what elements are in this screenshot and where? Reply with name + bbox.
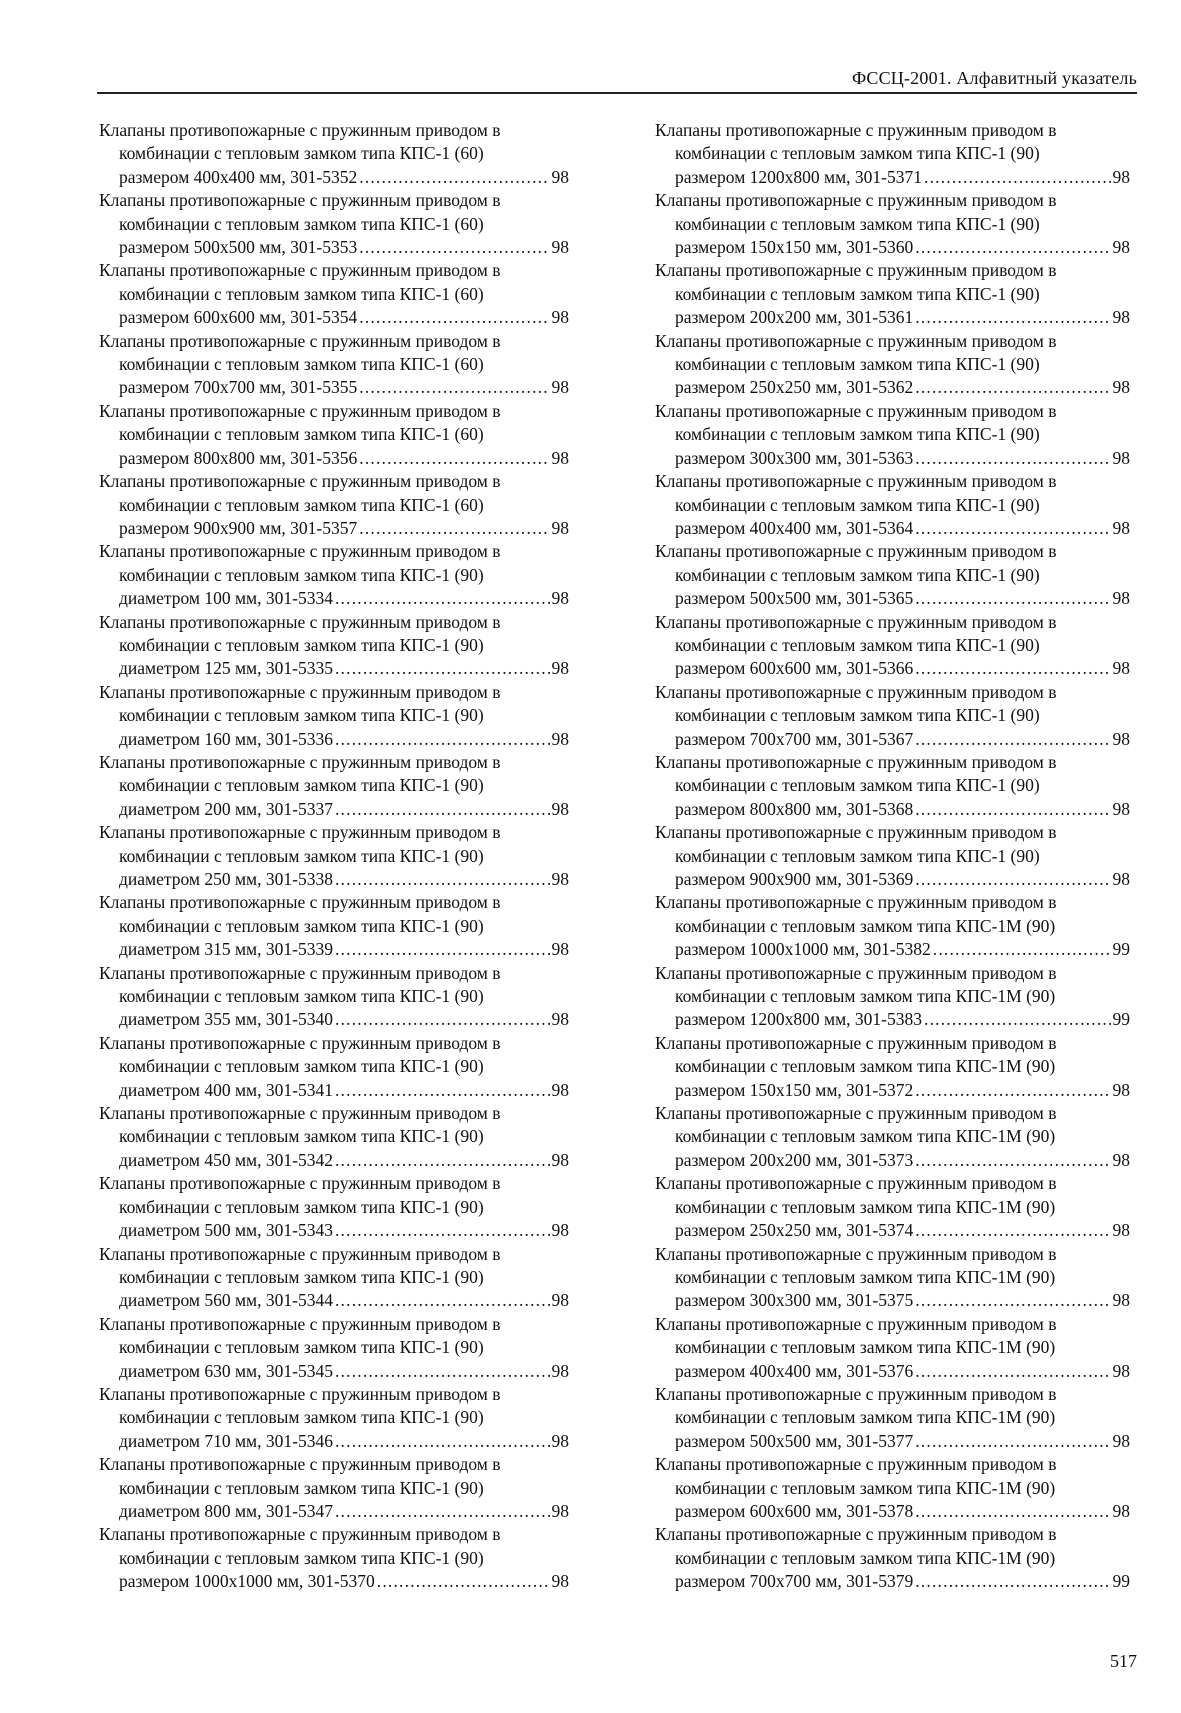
index-entry — [99, 1243, 569, 1313]
entry-size-code: диаметром 125 мм, 301-5335 — [119, 658, 333, 679]
entry-line-1: Клапаны противопожарные с пружинным приводом в — [655, 1173, 1057, 1194]
entry-line-3 — [655, 1219, 1130, 1242]
entry-line-2: комбинации с тепловым замком типа КПС-1 (90) — [119, 986, 484, 1007]
entry-size-code: диаметром 500 мм, 301-5343 — [119, 1220, 333, 1241]
entry-line-2: комбинации с тепловым замком типа КПС-1 (90) — [675, 564, 1040, 585]
dot-leader — [924, 1008, 1111, 1031]
entry-line-2: комбинации с тепловым замком типа КПС-1М (90) — [675, 1196, 1056, 1217]
entry-line-3 — [99, 728, 569, 751]
dot-leader — [915, 587, 1110, 610]
entry-line-2: комбинации с тепловым замком типа КПС-1М (90) — [675, 1056, 1056, 1077]
entry-line-1: Клапаны противопожарные с пружинным приводом в — [99, 120, 501, 140]
entry-line-3 — [655, 657, 1130, 680]
index-entry — [655, 821, 1130, 891]
entry-line-2: комбинации с тепловым замком типа КПС-1 (60) — [119, 213, 484, 234]
index-entry — [655, 119, 1130, 189]
entry-page-ref: 98 — [551, 1430, 569, 1451]
index-entry — [99, 681, 569, 751]
index-entry — [99, 891, 569, 961]
dot-leader — [335, 868, 550, 891]
entry-page-ref: 98 — [551, 588, 569, 609]
entry-size-code: размером 800х800 мм, 301-5368 — [675, 798, 914, 819]
entry-size-code: размером 1200х800 мм, 301-5371 — [675, 166, 922, 187]
entry-page-ref: 98 — [551, 377, 569, 398]
entry-line-3 — [655, 587, 1130, 610]
entry-page-ref: 98 — [551, 869, 569, 889]
dot-leader — [915, 1079, 1110, 1102]
entry-line-3 — [99, 1008, 569, 1031]
entry-size-code: диаметром 710 мм, 301-5346 — [119, 1430, 333, 1451]
entry-page-ref: 98 — [551, 939, 569, 960]
dot-leader — [915, 728, 1110, 751]
entry-page-ref: 99 — [1112, 1571, 1130, 1592]
entry-line-2: комбинации с тепловым замком типа КПС-1 (60) — [119, 283, 484, 304]
entry-line-3 — [99, 166, 569, 189]
index-entry — [655, 540, 1130, 610]
index-entry — [99, 1102, 569, 1172]
entry-line-1: Клапаны противопожарные с пружинным приводом в — [99, 1243, 501, 1264]
index-entry — [655, 1313, 1130, 1383]
entry-line-2: комбинации с тепловым замком типа КПС-1 (60) — [119, 143, 484, 164]
entry-line-3 — [99, 376, 569, 399]
dot-leader — [335, 798, 550, 821]
entry-size-code: размером 700х700 мм, 301-5355 — [119, 377, 358, 398]
entry-line-3 — [655, 1570, 1130, 1593]
entry-page-ref: 98 — [551, 237, 569, 258]
entry-page-ref: 99 — [1112, 1009, 1130, 1030]
entry-page-ref: 98 — [551, 1220, 569, 1241]
entry-line-2: комбинации с тепловым замком типа КПС-1 (90) — [675, 494, 1040, 515]
entry-line-3 — [655, 868, 1130, 891]
entry-line-1: Клапаны противопожарные с пружинным приводом в — [99, 1383, 501, 1404]
entry-size-code: размером 200х200 мм, 301-5373 — [675, 1149, 914, 1170]
entry-line-1: Клапаны противопожарные с пружинным приводом в — [655, 1454, 1057, 1475]
entry-line-3 — [655, 1500, 1130, 1523]
index-entry — [655, 1172, 1130, 1242]
index-entry — [99, 821, 569, 891]
entry-size-code: размером 500х500 мм, 301-5365 — [675, 588, 914, 609]
dot-leader — [915, 376, 1110, 399]
entry-size-code: диаметром 250 мм, 301-5338 — [119, 869, 333, 889]
entry-line-2: комбинации с тепловым замком типа КПС-1 (90) — [119, 705, 484, 726]
index-entry — [99, 1032, 569, 1102]
entry-line-3 — [655, 1430, 1130, 1453]
index-entry — [655, 1383, 1130, 1453]
entry-size-code: размером 150х150 мм, 301-5360 — [675, 237, 914, 258]
entry-page-ref: 98 — [1112, 588, 1130, 609]
entry-size-code: размером 150х150 мм, 301-5372 — [675, 1079, 914, 1100]
entry-page-ref: 98 — [551, 1079, 569, 1100]
index-entry — [99, 540, 569, 610]
entry-page-ref: 98 — [1112, 1220, 1130, 1241]
entry-line-1: Клапаны противопожарные с пружинным приводом в — [655, 822, 1057, 843]
entry-line-3 — [99, 1500, 569, 1523]
dot-leader — [915, 1570, 1110, 1593]
entry-page-ref: 98 — [551, 1149, 569, 1170]
entry-size-code: диаметром 630 мм, 301-5345 — [119, 1360, 333, 1381]
dot-leader — [335, 1289, 550, 1312]
entry-line-2: комбинации с тепловым замком типа КПС-1М (90) — [675, 1126, 1056, 1147]
entry-line-2: комбинации с тепловым замком типа КПС-1 (90) — [675, 775, 1040, 796]
entry-page-ref: 98 — [1112, 658, 1130, 679]
entry-size-code: размером 600х600 мм, 301-5378 — [675, 1500, 914, 1521]
entry-line-3 — [655, 236, 1130, 259]
entry-line-3 — [655, 1008, 1130, 1031]
dot-leader — [933, 938, 1111, 961]
entry-line-1: Клапаны противопожарные с пружинным приводом в — [655, 892, 1057, 913]
entry-page-ref: 98 — [1112, 1430, 1130, 1451]
entry-page-ref: 98 — [1112, 1079, 1130, 1100]
entry-size-code: диаметром 100 мм, 301-5334 — [119, 588, 333, 609]
entry-line-2: комбинации с тепловым замком типа КПС-1 (90) — [675, 213, 1040, 234]
entry-page-ref: 98 — [551, 1500, 569, 1521]
entry-line-1: Клапаны противопожарные с пружинным приводом в — [99, 1103, 501, 1124]
entry-line-3 — [655, 306, 1130, 329]
entry-page-ref: 98 — [1112, 307, 1130, 328]
entry-page-ref: 98 — [551, 307, 569, 328]
entry-line-3 — [655, 1149, 1130, 1172]
dot-leader — [915, 1360, 1110, 1383]
index-entry — [655, 189, 1130, 259]
entry-line-1: Клапаны противопожарные с пружинным приводом в — [99, 330, 501, 351]
index-entry — [655, 681, 1130, 751]
index-entry — [99, 1313, 569, 1383]
entry-line-2: комбинации с тепловым замком типа КПС-1М (90) — [675, 1547, 1056, 1568]
entry-line-3 — [655, 728, 1130, 751]
entry-line-3 — [99, 236, 569, 259]
entry-size-code: диаметром 450 мм, 301-5342 — [119, 1149, 333, 1170]
entry-page-ref: 98 — [1112, 1290, 1130, 1311]
entry-page-ref: 98 — [551, 1290, 569, 1311]
entry-line-3 — [99, 1289, 569, 1312]
entry-line-3 — [655, 938, 1130, 961]
entry-line-1: Клапаны противопожарные с пружинным приводом в — [655, 1032, 1057, 1053]
entry-line-2: комбинации с тепловым замком типа КПС-1 (90) — [675, 634, 1040, 655]
entry-line-1: Клапаны противопожарные с пружинным приводом в — [99, 400, 501, 421]
index-entry — [99, 259, 569, 329]
index-entry — [655, 470, 1130, 540]
entry-line-1: Клапаны противопожарные с пружинным приводом в — [99, 1524, 501, 1545]
entry-line-1: Клапаны противопожарные с пружинным приводом в — [655, 681, 1057, 702]
entry-page-ref: 98 — [551, 658, 569, 679]
entry-line-1: Клапаны противопожарные с пружинным приводом в — [655, 330, 1057, 351]
dot-leader — [335, 938, 550, 961]
dot-leader — [915, 657, 1110, 680]
index-entry — [655, 751, 1130, 821]
dot-leader — [335, 1500, 550, 1523]
entry-line-2: комбинации с тепловым замком типа КПС-1 (90) — [119, 1266, 484, 1287]
entry-line-3 — [655, 798, 1130, 821]
entry-page-ref: 98 — [1112, 869, 1130, 889]
entry-page-ref: 98 — [1112, 728, 1130, 749]
entry-page-ref: 98 — [1112, 1149, 1130, 1170]
dot-leader — [335, 1149, 550, 1172]
index-column-left — [99, 119, 569, 1594]
entry-line-3 — [99, 306, 569, 329]
entry-line-1: Клапаны противопожарные с пружинным приводом в — [655, 962, 1057, 983]
entry-page-ref: 99 — [1112, 939, 1130, 960]
entry-line-2: комбинации с тепловым замком типа КПС-1 (90) — [675, 283, 1040, 304]
dot-leader — [915, 236, 1110, 259]
dot-leader — [335, 1079, 550, 1102]
entry-line-1: Клапаны противопожарные с пружинным приводом в — [655, 1243, 1057, 1264]
entry-line-2: комбинации с тепловым замком типа КПС-1 (90) — [675, 143, 1040, 164]
entry-line-3 — [99, 517, 569, 540]
entry-line-2: комбинации с тепловым замком типа КПС-1 (90) — [119, 1477, 484, 1498]
index-entry — [99, 611, 569, 681]
dot-leader — [335, 1360, 550, 1383]
entry-line-2: комбинации с тепловым замком типа КПС-1 (90) — [119, 1126, 484, 1147]
entry-line-1: Клапаны противопожарные с пружинным приводом в — [99, 1313, 501, 1334]
index-entry — [655, 611, 1130, 681]
entry-line-1: Клапаны противопожарные с пружинным приводом в — [99, 611, 501, 632]
entry-line-2: комбинации с тепловым замком типа КПС-1 (90) — [675, 354, 1040, 375]
entry-size-code: размером 500х500 мм, 301-5377 — [675, 1430, 914, 1451]
entry-line-1: Клапаны противопожарные с пружинным приводом в — [655, 400, 1057, 421]
entry-page-ref: 98 — [1112, 798, 1130, 819]
entry-page-ref: 98 — [1112, 377, 1130, 398]
entry-size-code: размером 400х400 мм, 301-5352 — [119, 166, 358, 187]
entry-line-2: комбинации с тепловым замком типа КПС-1 (90) — [119, 634, 484, 655]
index-entry — [99, 400, 569, 470]
dot-leader — [915, 1289, 1110, 1312]
entry-line-1: Клапаны противопожарные с пружинным приводом в — [655, 1103, 1057, 1124]
entry-size-code: размером 250х250 мм, 301-5374 — [675, 1220, 914, 1241]
entry-line-1: Клапаны противопожарные с пружинным приводом в — [99, 892, 501, 913]
entry-line-2: комбинации с тепловым замком типа КПС-1 (90) — [675, 705, 1040, 726]
dot-leader — [915, 517, 1110, 540]
index-entry — [99, 1523, 569, 1593]
entry-line-2: комбинации с тепловым замком типа КПС-1 (90) — [119, 1547, 484, 1568]
entry-line-3 — [99, 938, 569, 961]
entry-line-1: Клапаны противопожарные с пружинным приводом в — [655, 1313, 1057, 1334]
entry-line-1: Клапаны противопожарные с пружинным приводом в — [99, 822, 501, 843]
index-entry — [655, 1453, 1130, 1523]
dot-leader — [335, 1430, 550, 1453]
index-entry — [99, 1172, 569, 1242]
entry-line-3 — [655, 447, 1130, 470]
entry-size-code: размером 800х800 мм, 301-5356 — [119, 447, 358, 468]
entry-size-code: диаметром 355 мм, 301-5340 — [119, 1009, 333, 1030]
entry-size-code: размером 1000х1000 мм, 301-5370 — [119, 1571, 375, 1592]
entry-size-code: размером 1000х1000 мм, 301-5382 — [675, 939, 931, 960]
entry-page-ref: 98 — [1112, 237, 1130, 258]
entry-line-1: Клапаны противопожарные с пружинным приводом в — [655, 190, 1057, 211]
entry-line-2: комбинации с тепловым замком типа КПС-1 (90) — [119, 1407, 484, 1428]
dot-leader — [924, 166, 1111, 189]
entry-line-3 — [99, 1149, 569, 1172]
dot-leader — [359, 166, 549, 189]
dot-leader — [335, 728, 550, 751]
index-column-right — [655, 119, 1130, 1594]
entry-line-2: комбинации с тепловым замком типа КПС-1 (90) — [675, 845, 1040, 866]
dot-leader — [915, 1219, 1110, 1242]
entry-line-2: комбинации с тепловым замком типа КПС-1М (90) — [675, 1337, 1056, 1358]
index-entry — [99, 1453, 569, 1523]
dot-leader — [359, 517, 549, 540]
entry-size-code: диаметром 315 мм, 301-5339 — [119, 939, 333, 960]
entry-line-1: Клапаны противопожарные с пружинным приводом в — [655, 120, 1057, 140]
entry-line-3 — [99, 1079, 569, 1102]
entry-line-2: комбинации с тепловым замком типа КПС-1 (90) — [119, 564, 484, 585]
entry-size-code: диаметром 160 мм, 301-5336 — [119, 728, 333, 749]
entry-size-code: размером 300х300 мм, 301-5363 — [675, 447, 914, 468]
entry-line-3 — [99, 798, 569, 821]
entry-line-2: комбинации с тепловым замком типа КПС-1 (90) — [119, 775, 484, 796]
entry-line-2: комбинации с тепловым замком типа КПС-1 (90) — [675, 424, 1040, 445]
index-entry — [655, 400, 1130, 470]
entry-line-3 — [99, 868, 569, 891]
entry-line-1: Клапаны противопожарные с пружинным приводом в — [99, 260, 501, 281]
entry-size-code: размером 900х900 мм, 301-5369 — [675, 869, 914, 889]
entry-size-code: диаметром 800 мм, 301-5347 — [119, 1500, 333, 1521]
entry-page-ref: 98 — [551, 447, 569, 468]
entry-line-3 — [655, 166, 1130, 189]
dot-leader — [335, 1219, 550, 1242]
index-entry — [99, 189, 569, 259]
dot-leader — [359, 376, 549, 399]
entry-page-ref: 98 — [1112, 1500, 1130, 1521]
dot-leader — [377, 1570, 550, 1593]
entry-line-1: Клапаны противопожарные с пружинным приводом в — [99, 190, 501, 211]
entry-page-ref: 98 — [1112, 1360, 1130, 1381]
index-entry — [99, 119, 569, 189]
dot-leader — [915, 798, 1110, 821]
dot-leader — [359, 306, 549, 329]
index-entry — [655, 1243, 1130, 1313]
entry-size-code: размером 600х600 мм, 301-5354 — [119, 307, 358, 328]
dot-leader — [335, 657, 550, 680]
entry-page-ref: 98 — [1112, 517, 1130, 538]
entry-page-ref: 98 — [551, 798, 569, 819]
entry-line-2: комбинации с тепловым замком типа КПС-1 (60) — [119, 424, 484, 445]
index-entry — [655, 259, 1130, 329]
entry-page-ref: 98 — [551, 1360, 569, 1381]
entry-line-1: Клапаны противопожарные с пружинным приводом в — [655, 751, 1057, 772]
dot-leader — [359, 236, 549, 259]
entry-line-1: Клапаны противопожарные с пружинным приводом в — [655, 471, 1057, 492]
dot-leader — [915, 1149, 1110, 1172]
index-entry — [99, 1383, 569, 1453]
index-entry — [655, 1102, 1130, 1172]
entry-size-code: размером 400х400 мм, 301-5364 — [675, 517, 914, 538]
entry-page-ref: 98 — [551, 1009, 569, 1030]
entry-size-code: размером 200х200 мм, 301-5361 — [675, 307, 914, 328]
entry-line-1: Клапаны противопожарные с пружинным приводом в — [655, 1383, 1057, 1404]
index-entry — [99, 751, 569, 821]
entry-line-2: комбинации с тепловым замком типа КПС-1 (90) — [119, 915, 484, 936]
entry-page-ref: 98 — [551, 728, 569, 749]
entry-page-ref: 98 — [551, 517, 569, 538]
index-entry — [99, 962, 569, 1032]
entry-page-ref: 98 — [1112, 447, 1130, 468]
entry-size-code: диаметром 200 мм, 301-5337 — [119, 798, 333, 819]
index-entry — [655, 1523, 1130, 1593]
index-entry — [655, 962, 1130, 1032]
index-entry — [655, 891, 1130, 961]
entry-line-3 — [99, 1219, 569, 1242]
entry-line-2: комбинации с тепловым замком типа КПС-1М (90) — [675, 1407, 1056, 1428]
entry-line-3 — [99, 1430, 569, 1453]
dot-leader — [915, 447, 1110, 470]
index-entry — [99, 330, 569, 400]
entry-line-3 — [99, 1570, 569, 1593]
entry-size-code: размером 700х700 мм, 301-5367 — [675, 728, 914, 749]
entry-line-1: Клапаны противопожарные с пружинным приводом в — [99, 962, 501, 983]
entry-line-3 — [99, 1360, 569, 1383]
entry-size-code: размером 900х900 мм, 301-5357 — [119, 517, 358, 538]
entry-size-code: диаметром 560 мм, 301-5344 — [119, 1290, 333, 1311]
entry-line-2: комбинации с тепловым замком типа КПС-1 (90) — [119, 1196, 484, 1217]
entry-line-3 — [655, 376, 1130, 399]
entry-line-3 — [99, 657, 569, 680]
index-entry — [655, 330, 1130, 400]
entry-size-code: размером 400х400 мм, 301-5376 — [675, 1360, 914, 1381]
entry-line-2: комбинации с тепловым замком типа КПС-1 (90) — [119, 1056, 484, 1077]
dot-leader — [915, 1500, 1110, 1523]
entry-line-3 — [655, 1079, 1130, 1102]
entry-line-2: комбинации с тепловым замком типа КПС-1 (60) — [119, 354, 484, 375]
entry-size-code: диаметром 400 мм, 301-5341 — [119, 1079, 333, 1100]
dot-leader — [915, 868, 1110, 891]
entry-line-2: комбинации с тепловым замком типа КПС-1 (90) — [119, 1337, 484, 1358]
entry-line-2: комбинации с тепловым замком типа КПС-1 (60) — [119, 494, 484, 515]
entry-size-code: размером 250х250 мм, 301-5362 — [675, 377, 914, 398]
entry-line-3 — [99, 587, 569, 610]
index-entry — [99, 470, 569, 540]
entry-line-2: комбинации с тепловым замком типа КПС-1М (90) — [675, 1477, 1056, 1498]
entry-line-3 — [655, 517, 1130, 540]
entry-line-1: Клапаны противопожарные с пружинным приводом в — [99, 1454, 501, 1475]
entry-line-1: Клапаны противопожарные с пружинным приводом в — [655, 260, 1057, 281]
entry-size-code: размером 1200х800 мм, 301-5383 — [675, 1009, 922, 1030]
entry-line-3 — [99, 447, 569, 470]
entry-line-2: комбинации с тепловым замком типа КПС-1 (90) — [119, 845, 484, 866]
entry-line-2: комбинации с тепловым замком типа КПС-1М (90) — [675, 986, 1056, 1007]
entry-page-ref: 98 — [551, 166, 569, 187]
entry-size-code: размером 300х300 мм, 301-5375 — [675, 1290, 914, 1311]
entry-line-1: Клапаны противопожарные с пружинным приводом в — [99, 541, 501, 562]
entry-size-code: размером 600х600 мм, 301-5366 — [675, 658, 914, 679]
entry-line-2: комбинации с тепловым замком типа КПС-1М (90) — [675, 1266, 1056, 1287]
entry-page-ref: 98 — [551, 1571, 569, 1592]
dot-leader — [915, 306, 1110, 329]
entry-page-ref: 98 — [1112, 166, 1130, 187]
entry-line-1: Клапаны противопожарные с пружинным приводом в — [655, 541, 1057, 562]
page-number: 517 — [1110, 1651, 1137, 1671]
entry-line-1: Клапаны противопожарные с пружинным приводом в — [99, 471, 501, 492]
dot-leader — [335, 1008, 550, 1031]
entry-size-code: размером 700х700 мм, 301-5379 — [675, 1571, 914, 1592]
entry-size-code: размером 500х500 мм, 301-5353 — [119, 237, 358, 258]
index-entry — [655, 1032, 1130, 1102]
dot-leader — [915, 1430, 1110, 1453]
entry-line-1: Клапаны противопожарные с пружинным приводом в — [99, 751, 501, 772]
dot-leader — [335, 587, 550, 610]
entry-line-1: Клапаны противопожарные с пружинным приводом в — [99, 681, 501, 702]
entry-line-3 — [655, 1360, 1130, 1383]
entry-line-1: Клапаны противопожарные с пружинным приводом в — [99, 1173, 501, 1194]
entry-line-1: Клапаны противопожарные с пружинным приводом в — [99, 1032, 501, 1053]
entry-line-3 — [655, 1289, 1130, 1312]
header-title: ФССЦ-2001. Алфавитный указатель — [851, 68, 1137, 88]
dot-leader — [359, 447, 549, 470]
entry-line-2: комбинации с тепловым замком типа КПС-1М (90) — [675, 915, 1056, 936]
entry-line-1: Клапаны противопожарные с пружинным приводом в — [655, 1524, 1057, 1545]
entry-line-1: Клапаны противопожарные с пружинным приводом в — [655, 611, 1057, 632]
running-header — [97, 64, 1137, 94]
